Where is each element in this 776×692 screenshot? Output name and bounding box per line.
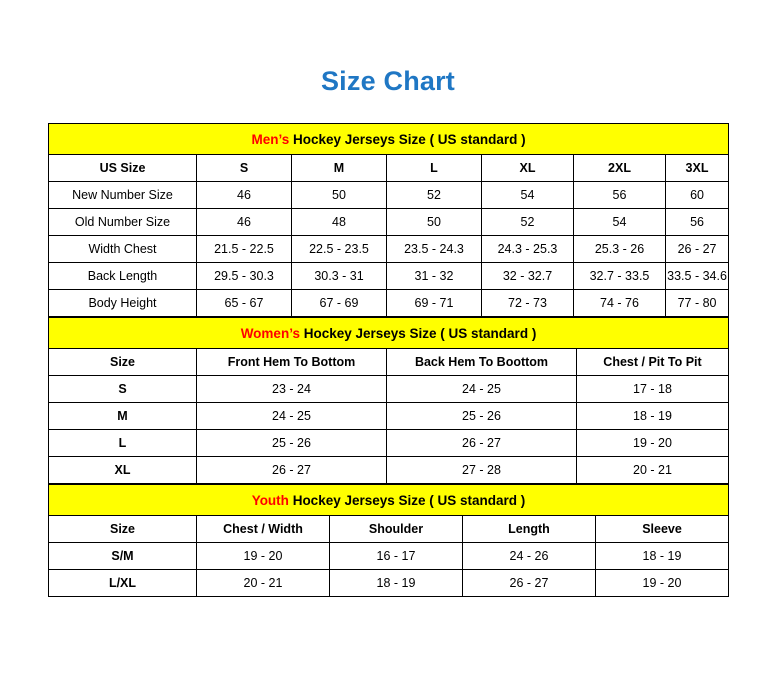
womens-row-0-cell-3: 17 - 18: [577, 376, 729, 403]
womens-row-0-cell-1: 23 - 24: [197, 376, 387, 403]
youth-row-1-cell-3: 26 - 27: [463, 570, 596, 597]
mens-header-cell-6: 3XL: [666, 155, 729, 182]
mens-row-2-cell-1: 21.5 - 22.5: [197, 236, 292, 263]
table-row: [49, 403, 729, 430]
table-row: [49, 376, 729, 403]
womens-row-3-cell-1: 26 - 27: [197, 457, 387, 484]
mens-row-4-cell-6: 77 - 80: [666, 290, 729, 317]
table-row: [49, 457, 729, 484]
mens-row-4-cell-3: 69 - 71: [387, 290, 482, 317]
mens-row-2-cell-3: 23.5 - 24.3: [387, 236, 482, 263]
womens-row-1-cell-3: 18 - 19: [577, 403, 729, 430]
mens-row-3-cell-6: 33.5 - 34.6: [666, 263, 729, 290]
womens-row-1-cell-2: 25 - 26: [387, 403, 577, 430]
mens-header-cell-3: L: [387, 155, 482, 182]
mens-header-row: [49, 155, 729, 182]
youth-header-cell-2: Shoulder: [330, 516, 463, 543]
youth-header-cell-3: Length: [463, 516, 596, 543]
youth-banner-text: Hockey Jerseys Size ( US standard ): [288, 492, 526, 508]
mens-header-cell-2: M: [292, 155, 387, 182]
youth-row-0-cell-3: 24 - 26: [463, 543, 596, 570]
mens-row-0-label: New Number Size: [49, 182, 197, 209]
womens-header-cell-1: Front Hem To Bottom: [197, 349, 387, 376]
youth-row-0-cell-1: 19 - 20: [197, 543, 330, 570]
womens-row-0-label: S: [49, 376, 197, 403]
womens-banner: [49, 318, 729, 349]
womens-row-1-label: M: [49, 403, 197, 430]
table-row: [49, 263, 729, 290]
tables-container: [48, 97, 728, 597]
mens-row-3-cell-5: 32.7 - 33.5: [574, 263, 666, 290]
table-row: [49, 182, 729, 209]
womens-row-2-cell-1: 25 - 26: [197, 430, 387, 457]
mens-row-0-cell-2: 50: [292, 182, 387, 209]
womens-header-cell-0: Size: [49, 349, 197, 376]
mens-row-1-cell-1: 46: [197, 209, 292, 236]
womens-header-cell-3: Chest / Pit To Pit: [577, 349, 729, 376]
mens-banner-text: Hockey Jerseys Size ( US standard ): [289, 131, 526, 147]
youth-banner-category: Youth: [251, 492, 289, 508]
youth-row-0-label: S/M: [49, 543, 197, 570]
mens-row-2-cell-2: 22.5 - 23.5: [292, 236, 387, 263]
table-row: [49, 570, 729, 597]
mens-row-1-cell-6: 56: [666, 209, 729, 236]
youth-row-1-label: L/XL: [49, 570, 197, 597]
youth-row-0-cell-2: 16 - 17: [330, 543, 463, 570]
table-row: [49, 543, 729, 570]
mens-row-0-cell-1: 46: [197, 182, 292, 209]
table-row: [49, 236, 729, 263]
womens-banner-category: Women’s: [240, 325, 300, 341]
youth-row-1-cell-4: 19 - 20: [596, 570, 729, 597]
womens-header-row: [49, 349, 729, 376]
womens-row-2-cell-3: 19 - 20: [577, 430, 729, 457]
youth-banner-row: [49, 485, 729, 516]
womens-row-2-label: L: [49, 430, 197, 457]
mens-row-2-cell-4: 24.3 - 25.3: [482, 236, 574, 263]
mens-row-0-cell-5: 56: [574, 182, 666, 209]
mens-row-4-cell-1: 65 - 67: [197, 290, 292, 317]
womens-banner-row: [49, 318, 729, 349]
youth-banner: [49, 485, 729, 516]
mens-row-4-cell-4: 72 - 73: [482, 290, 574, 317]
page-title: Size Chart: [320, 66, 456, 96]
youth-row-0-cell-4: 18 - 19: [596, 543, 729, 570]
mens-row-2-label: Width Chest: [49, 236, 197, 263]
mens-header-cell-0: US Size: [49, 155, 197, 182]
womens-banner-text: Hockey Jerseys Size ( US standard ): [299, 325, 537, 341]
womens-row-3-cell-2: 27 - 28: [387, 457, 577, 484]
mens-row-1-cell-5: 54: [574, 209, 666, 236]
mens-banner: [49, 124, 729, 155]
mens-row-0-cell-4: 54: [482, 182, 574, 209]
mens-row-2-cell-6: 26 - 27: [666, 236, 729, 263]
youth-header-row: [49, 516, 729, 543]
table-row: [49, 209, 729, 236]
mens-size-table: [48, 123, 729, 317]
mens-row-1-cell-3: 50: [387, 209, 482, 236]
mens-header-cell-1: S: [197, 155, 292, 182]
mens-row-4-label: Body Height: [49, 290, 197, 317]
mens-row-0-cell-6: 60: [666, 182, 729, 209]
youth-header-cell-0: Size: [49, 516, 197, 543]
womens-row-0-cell-2: 24 - 25: [387, 376, 577, 403]
womens-size-table: [48, 317, 729, 484]
womens-header-cell-2: Back Hem To Boottom: [387, 349, 577, 376]
mens-row-2-cell-5: 25.3 - 26: [574, 236, 666, 263]
youth-row-1-cell-1: 20 - 21: [197, 570, 330, 597]
womens-row-2-cell-2: 26 - 27: [387, 430, 577, 457]
mens-banner-row: [49, 124, 729, 155]
womens-row-1-cell-1: 24 - 25: [197, 403, 387, 430]
youth-row-1-cell-2: 18 - 19: [330, 570, 463, 597]
mens-row-3-cell-3: 31 - 32: [387, 263, 482, 290]
table-row: [49, 290, 729, 317]
mens-row-3-cell-4: 32 - 32.7: [482, 263, 574, 290]
womens-row-3-label: XL: [49, 457, 197, 484]
mens-row-4-cell-2: 67 - 69: [292, 290, 387, 317]
mens-row-3-cell-2: 30.3 - 31: [292, 263, 387, 290]
mens-banner-category: Men’s: [251, 131, 290, 147]
mens-row-0-cell-3: 52: [387, 182, 482, 209]
mens-row-1-cell-2: 48: [292, 209, 387, 236]
youth-header-cell-1: Chest / Width: [197, 516, 330, 543]
womens-row-3-cell-3: 20 - 21: [577, 457, 729, 484]
mens-header-cell-4: XL: [482, 155, 574, 182]
mens-row-3-label: Back Length: [49, 263, 197, 290]
mens-row-1-cell-4: 52: [482, 209, 574, 236]
mens-row-1-label: Old Number Size: [49, 209, 197, 236]
mens-row-4-cell-5: 74 - 76: [574, 290, 666, 317]
mens-header-cell-5: 2XL: [574, 155, 666, 182]
table-row: [49, 430, 729, 457]
mens-row-3-cell-1: 29.5 - 30.3: [197, 263, 292, 290]
youth-size-table: [48, 484, 729, 597]
youth-header-cell-4: Sleeve: [596, 516, 729, 543]
